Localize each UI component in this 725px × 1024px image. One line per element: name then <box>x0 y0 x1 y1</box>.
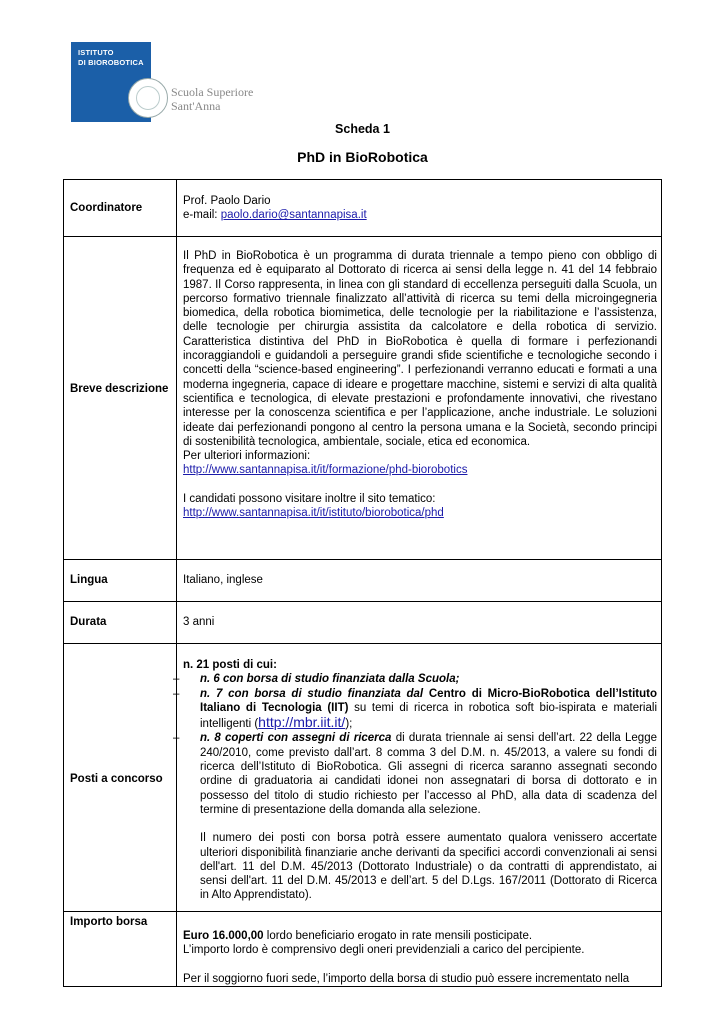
posti-header: n. 21 posti di cui: <box>183 659 277 671</box>
coordinatore-cell <box>183 194 657 223</box>
descrizione-label: Breve descrizione <box>70 383 169 395</box>
list-item: – n. 6 con borsa di studio finanziata dalla Scuola; <box>173 673 460 686</box>
lingua-value: Italiano, inglese <box>183 574 263 586</box>
school-name-line1: Scuola Superiore <box>171 85 254 99</box>
posti-cell <box>173 658 657 903</box>
durata-value: 3 anni <box>183 616 215 628</box>
importo-label: Importo borsa <box>70 916 148 928</box>
logo-line1: ISTITUTO <box>78 48 114 57</box>
school-name-line2: Sant'Anna <box>171 99 221 113</box>
email-link[interactable]: paolo.dario@santannapisa.it <box>220 209 367 222</box>
coordinatore-label: Coordinatore <box>70 202 143 214</box>
lingua-label: Lingua <box>70 574 108 586</box>
coordinatore-name: Prof. Paolo Dario <box>183 195 271 207</box>
phd-link[interactable]: http://www.santannapisa.it/it/formazione/phd-biorobotics <box>183 464 468 477</box>
descrizione-cell <box>183 249 657 520</box>
importo-cell: Euro 16.000,00 lordo beneficiario erogato in rate mensili posticipate. L’importo lordo è comprensivo degli oneri previdenziali a carico del percipiente. Per il soggiorno fuori sede, l’importo della borsa di studio può essere incrementato nella <box>183 929 657 986</box>
school-seal-icon <box>128 78 168 118</box>
importo-line2: L’importo lordo è comprensivo degli oneri previdenziali a carico del percipiente. <box>183 944 585 957</box>
scheda-heading: Scheda 1 <box>335 122 390 136</box>
posti-note: Il numero dei posti con borsa potrà essere aumentato qualora venissero accertate ulteriori disponibilità finanziarie anche derivanti da specifici accordi convenzionali ai sensi dell'art. 11 del D.M. 45/2013 (Dottorato Industriale) o da contratti di apprendistato, ai sensi dell'art. 11 del D.M. 45/2013 e dell’art. 5 del D.Lgs. 167/2011 (Dottorato di Ricerca in Alto Apprendistato). <box>200 832 657 902</box>
page-title: PhD in BioRobotica <box>297 149 428 165</box>
descrizione-text: Il PhD in BioRobotica è un programma di durata triennale a tempo pieno con obbligo di frequenza ed è equiparato al Dottorato di ricerca ai sensi della legge n. 41 del 14 febbraio 1987. Il Corso rappresenta, in linea con gli standard di eccellenza perseguiti dalla Scuola, un percorso formativo triennale finalizzato all’attività di ricerca su temi della microingegneria biomedica, della robotica biomimetica, delle tecnologie per la riabilitazione e l’assistenza, delle tecnologie per chirurgia assistita da calcolatore e della robotica di servizio. Caratteristica distintiva del PhD in BioRobotica è quella di formare i perfezionandi incoraggiandoli e guidandoli a perseguire grandi sfide scientifiche e tecnologiche secondo i concetti della “science-based engineering”. I perfezionandi verranno educati e formati a una moderna ingegneria, capace di ideare e progettare macchine, sistemi e servizi di alta qualità scientifica e tecnologica, di elevate prestazioni e profondamente innovativi, che rivestano interesse per la conoscenza scientifica e per l’applicazione, anche industriale. Le soluzioni ideate dai perfezionandi pongono al centro la persona umana e la Società, secondo principi di sostenibilità tecnologica, ambientale, sociale, etica ed economica. <box>183 250 657 448</box>
mbr-link[interactable]: http://mbr.iit.it/ <box>258 714 346 731</box>
list-item: – n. 8 coperti con assegni di ricerca di durata triennale ai sensi dell’art. 22 della Legge 240/2010, come previsto dall’art. 8 comma 3 del D.M. n. 45/2013, a valere su fondi di ricerca dell’Istituto di BioRobotica. Gli assegni di ricerca saranno assegnati secondo ordine di graduatoria ai candidati idonei non assegnatari di borsa di dottorato e in possesso del titolo di studio richiesto per l’accesso al PhD, alla data di scadenza del termine di presentazione della domanda alla selezione. <box>173 732 657 816</box>
importo-amount: Euro 16.000,00 <box>183 930 264 942</box>
list-item: – n. 7 con borsa di studio finanziata dal Centro di Micro-BioRobotica dell’Istituto Italiano di Tecnologia (IIT) su temi di ricerca in robotica soft bio-ispirata e materiali intelligenti (http://mbr.iit.it/); <box>173 687 657 731</box>
durata-label: Durata <box>70 616 107 628</box>
more-info-label: Per ulteriori informazioni: <box>183 450 311 463</box>
thematic-site-link[interactable]: http://www.santannapisa.it/it/istituto/biorobotica/phd <box>183 507 444 520</box>
logo-line2: DI BIOROBOTICA <box>78 58 144 67</box>
visit-label: I candidati possono visitare inoltre il sito tematico: <box>183 492 436 505</box>
email-prefix: e-mail: <box>183 209 221 222</box>
info-table <box>63 179 662 987</box>
posti-label: Posti a concorso <box>70 773 163 785</box>
importo-line3: Per il soggiorno fuori sede, l’importo della borsa di studio può essere incrementato nella <box>183 972 630 985</box>
